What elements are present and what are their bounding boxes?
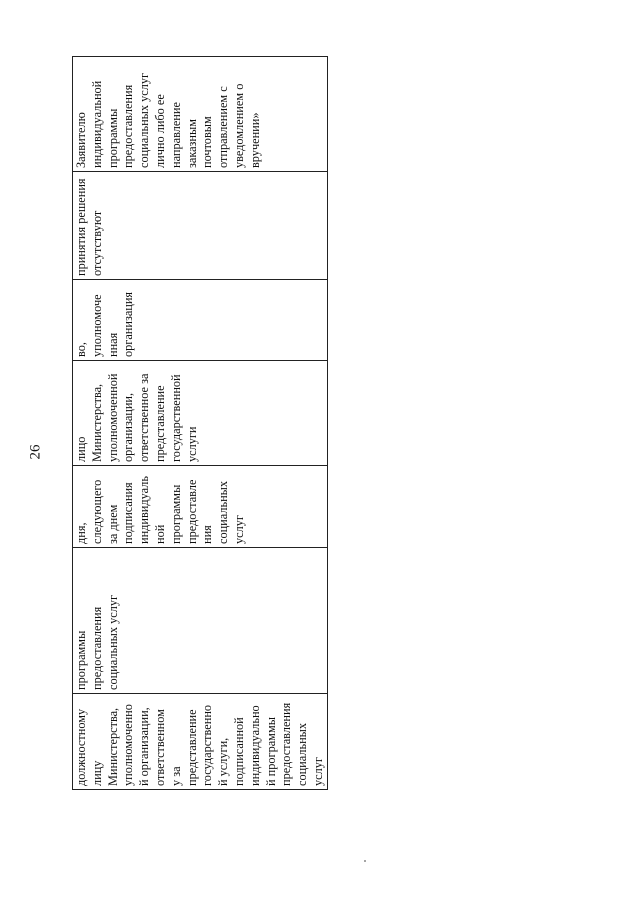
page-number: 26 bbox=[27, 444, 44, 460]
cell-responsible-person: лицо Министерства, уполномоченной организации, ответственное за представление государственной услуги bbox=[73, 361, 328, 466]
cell-deadline: дня, следующего за днем подписания индивидуаль ной программы предоставле ния социальных услуг bbox=[73, 466, 328, 548]
cell-document: программы предоставления социальных услуг bbox=[73, 548, 328, 694]
services-table bbox=[72, 56, 328, 790]
cell-decision-criteria: принятия решения отсутствуют bbox=[73, 172, 328, 280]
table-frame bbox=[72, 57, 325, 790]
cell-organization: во, уполномоче нная организация bbox=[73, 280, 328, 361]
scan-speck bbox=[364, 860, 366, 862]
cell-result: Заявителю индивидуальной программы предоставления социальных услуг лично либо ее направление заказным почтовым отправлением с уведомлением о вручении» bbox=[73, 57, 328, 172]
cell-recipient: должностному лицу Министерства, уполномоченно й организации, ответственном у за представление государственно й услуги, подписанной индивидуально й программы предоставления социальных услуг bbox=[73, 694, 328, 790]
table-row bbox=[73, 57, 328, 790]
